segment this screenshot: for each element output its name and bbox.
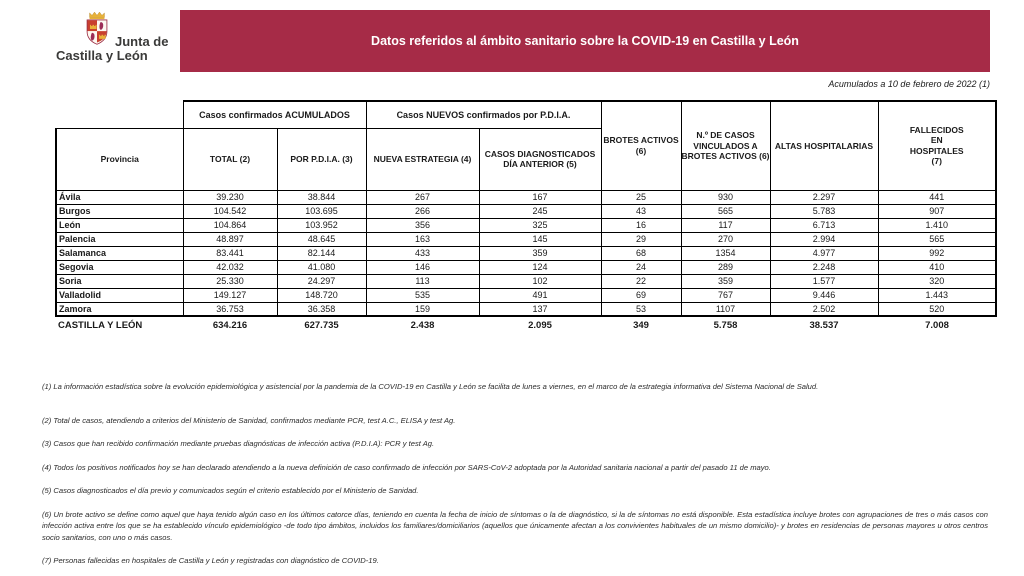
value-cell: 22	[601, 274, 681, 288]
header-spacer	[56, 101, 183, 128]
banner	[180, 10, 990, 72]
value-cell: 146	[366, 260, 479, 274]
value-cell: 9.446	[770, 288, 878, 302]
value-cell: 565	[878, 232, 996, 246]
value-cell: 410	[878, 260, 996, 274]
col-header-brotes-activos: BROTES ACTIVOS (6)	[601, 101, 681, 190]
value-cell: 2.248	[770, 260, 878, 274]
col-header-altas-hospitalarias: ALTAS HOSPITALARIAS	[770, 101, 878, 190]
value-cell: 1.410	[878, 218, 996, 232]
value-cell: 565	[681, 204, 770, 218]
value-cell: 124	[479, 260, 601, 274]
table-row	[56, 232, 996, 246]
value-cell: 4.977	[770, 246, 878, 260]
value-cell: 627.735	[304, 319, 339, 331]
value-cell: 25	[601, 190, 681, 204]
value-cell: 159	[366, 302, 479, 316]
value-cell: 167	[479, 190, 601, 204]
value-cell: 149.127	[183, 288, 277, 302]
value-cell: 163	[366, 232, 479, 246]
table-container	[55, 100, 995, 334]
footnote: (6) Un brote activo se define como aquel que haya tenido algún caso en los últimos catorce días, teniendo en cuenta la fecha de inicio de síntomas o la de diagnóstico, si la de síntomas no está disponible. Esta estadística incluye brotes con agrupaciones de tres o más casos con infección activa entre los que se ha establecido vínculo epidemiológico -de todo tipo ámbitos, incluidos los familiares/domiciliarios (aquellos que únicamente afectan a los convivientes habituales de un mismo domicilio)- y brotes en residencias de personas mayores u otros centros socio sanitarios, con uno o más casos.	[42, 509, 988, 542]
value-cell: 48.897	[183, 232, 277, 246]
footnote: (2) Total de casos, atendiendo a criterios del Ministerio de Sanidad, confirmados mediante PCR, test A.C., ELISA y test Ag.	[42, 415, 456, 425]
covid-data-table	[55, 100, 997, 334]
footnote: (3) Casos que han recibido confirmación mediante pruebas diagnósticas de infección activa (P.D.I.A): PCR y test Ag.	[42, 439, 435, 448]
value-cell: 16	[601, 218, 681, 232]
value-cell: 433	[366, 246, 479, 260]
coat-of-arms-icon	[82, 10, 112, 48]
value-cell: 1.443	[878, 288, 996, 302]
value-cell: 41.080	[277, 260, 366, 274]
footnote: (7) Personas fallecidas en hospitales de Castilla y León y registradas con diagnóstico de COVID-19.	[42, 556, 379, 565]
col-header-total: TOTAL (2)	[183, 128, 277, 190]
value-cell: 2.297	[770, 190, 878, 204]
province-name: Zamora	[56, 302, 183, 316]
value-cell: 39.230	[183, 190, 277, 204]
value-cell: 2.438	[410, 319, 435, 331]
value-cell: 24.297	[277, 274, 366, 288]
total-label: CASTILLA Y LEÓN	[58, 319, 143, 331]
value-cell: 2.502	[770, 302, 878, 316]
value-cell: 137	[479, 302, 601, 316]
table-row	[56, 218, 996, 232]
footnote: (1) La información estadística sobre la evolución epidemiológica y asistencial por la pandemia de la COVID-19 en Castilla y León se facilita de lunes a viernes, en el marco de la estrategia informativa del Sistema Nacional de Salud.	[42, 382, 819, 391]
table-row	[56, 246, 996, 260]
page-title: Datos referidos al ámbito sanitario sobre la COVID-19 en Castilla y León	[371, 34, 799, 48]
province-name: Ávila	[56, 190, 183, 204]
col-header-casos-diagnosticados: CASOS DIAGNOSTICADOS DÍA ANTERIOR (5)	[479, 128, 601, 190]
col-header-casos-vinculados: N.º DE CASOS VINCULADOS A BROTES ACTIVOS (6)	[681, 101, 770, 190]
value-cell: 68	[601, 246, 681, 260]
col-header-por-pdia: POR P.D.I.A. (3)	[277, 128, 366, 190]
value-cell: 245	[479, 204, 601, 218]
value-cell: 43	[601, 204, 681, 218]
table-row	[56, 190, 996, 204]
value-cell: 441	[878, 190, 996, 204]
value-cell: 356	[366, 218, 479, 232]
value-cell: 25.330	[183, 274, 277, 288]
value-cell: 104.864	[183, 218, 277, 232]
table-row	[56, 274, 996, 288]
value-cell: 270	[681, 232, 770, 246]
province-name: Valladolid	[56, 288, 183, 302]
group-header-nuevos-pdia: Casos NUEVOS confirmados por P.D.I.A.	[366, 101, 601, 128]
value-cell: 1354	[681, 246, 770, 260]
total-row	[56, 316, 996, 334]
group-header-acumulados: Casos confirmados ACUMULADOS	[183, 101, 366, 128]
value-cell: 104.542	[183, 204, 277, 218]
value-cell: 103.695	[277, 204, 366, 218]
value-cell: 36.358	[277, 302, 366, 316]
value-cell: 7.008	[925, 319, 949, 331]
value-cell: 1107	[681, 302, 770, 316]
value-cell: 359	[479, 246, 601, 260]
value-cell: 1.577	[770, 274, 878, 288]
value-cell: 24	[601, 260, 681, 274]
table-row	[56, 204, 996, 218]
accumulated-date-note: Acumulados a 10 de febrero de 2022 (1)	[828, 79, 990, 89]
value-cell: 634.216	[212, 319, 248, 331]
province-name: Segovia	[56, 260, 183, 274]
col-header-fallecidos: FALLECIDOS EN HOSPITALES (7)	[878, 101, 996, 190]
value-cell: 148.720	[277, 288, 366, 302]
junta-logo	[56, 10, 181, 63]
value-cell: 2.095	[528, 319, 552, 331]
value-cell: 491	[479, 288, 601, 302]
value-cell: 6.713	[770, 218, 878, 232]
value-cell: 2.994	[770, 232, 878, 246]
value-cell: 767	[681, 288, 770, 302]
footnotes	[42, 381, 988, 576]
logo-text-line1: Junta de	[115, 34, 169, 49]
table-body	[56, 190, 996, 334]
value-cell: 29	[601, 232, 681, 246]
value-cell: 320	[878, 274, 996, 288]
value-cell: 83.441	[183, 246, 277, 260]
value-cell: 38.844	[277, 190, 366, 204]
value-cell: 42.032	[183, 260, 277, 274]
value-cell: 520	[878, 302, 996, 316]
value-cell: 103.952	[277, 218, 366, 232]
value-cell: 5.783	[770, 204, 878, 218]
value-cell: 69	[601, 288, 681, 302]
value-cell: 36.753	[183, 302, 277, 316]
value-cell: 930	[681, 190, 770, 204]
province-name: Palencia	[56, 232, 183, 246]
col-header-nueva-estrategia: NUEVA ESTRATEGIA (4)	[366, 128, 479, 190]
table-row	[56, 260, 996, 274]
table-row	[56, 288, 996, 302]
value-cell: 82.144	[277, 246, 366, 260]
province-name: Burgos	[56, 204, 183, 218]
value-cell: 38.537	[809, 319, 839, 331]
value-cell: 145	[479, 232, 601, 246]
value-cell: 349	[633, 319, 649, 331]
footnote: (4) Todos los positivos notificados hoy se han declarado atendiendo a la nueva definición de caso confirmado de infección por SARS-CoV-2 adoptada por la Autoridad sanitaria nacional a partir del pasado 11 de mayo.	[42, 462, 771, 472]
value-cell: 117	[681, 218, 770, 232]
value-cell: 266	[366, 204, 479, 218]
value-cell: 267	[366, 190, 479, 204]
value-cell: 359	[681, 274, 770, 288]
col-header-provincia: Provincia	[56, 128, 183, 190]
value-cell: 992	[878, 246, 996, 260]
province-name: Salamanca	[56, 246, 183, 260]
value-cell: 5.758	[713, 319, 738, 331]
province-name: Soria	[56, 274, 183, 288]
value-cell: 535	[366, 288, 479, 302]
value-cell: 102	[479, 274, 601, 288]
logo-text-line2: Castilla y León	[56, 48, 148, 63]
value-cell: 113	[366, 274, 479, 288]
table-row	[56, 302, 996, 316]
value-cell: 907	[878, 204, 996, 218]
value-cell: 53	[601, 302, 681, 316]
footnote: (5) Casos diagnosticados el día previo y comunicados según el criterio establecido por el Ministerio de Sanidad.	[42, 486, 419, 495]
value-cell: 48.645	[277, 232, 366, 246]
value-cell: 325	[479, 218, 601, 232]
province-name: León	[56, 218, 183, 232]
value-cell: 289	[681, 260, 770, 274]
